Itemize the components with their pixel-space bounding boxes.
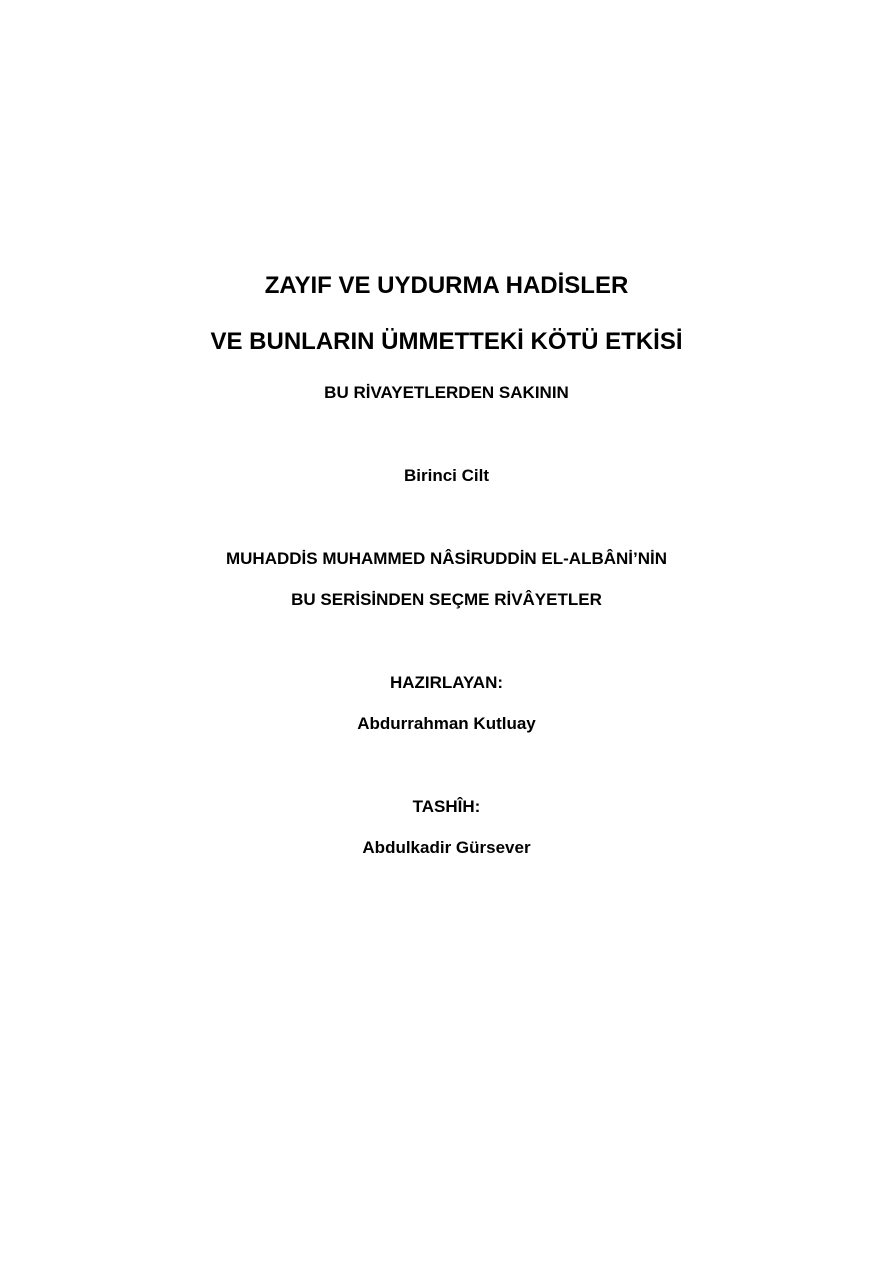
preparer-label: HAZIRLAYAN:	[389, 673, 504, 692]
book-subtitle: BU RİVAYETLERDEN SAKININ	[324, 383, 569, 402]
book-title-line-2: VE BUNLARIN ÜMMETTEKİ KÖTÜ ETKİSİ	[210, 328, 683, 355]
book-title-line-1: ZAYIF VE UYDURMA HADİSLER	[264, 272, 629, 299]
editor-label: TASHÎH:	[412, 797, 481, 816]
volume-label: Birinci Cilt	[403, 466, 489, 485]
source-line-2: BU SERİSİNDEN SEÇME RİVÂYETLER	[291, 590, 602, 609]
editor-name: Abdulkadir Gürsever	[362, 838, 531, 857]
preparer-name: Abdurrahman Kutluay	[357, 714, 536, 733]
source-line-1: MUHADDİS MUHAMMED NÂSİRUDDİN EL-ALBÂNİ’NİN	[225, 549, 668, 568]
